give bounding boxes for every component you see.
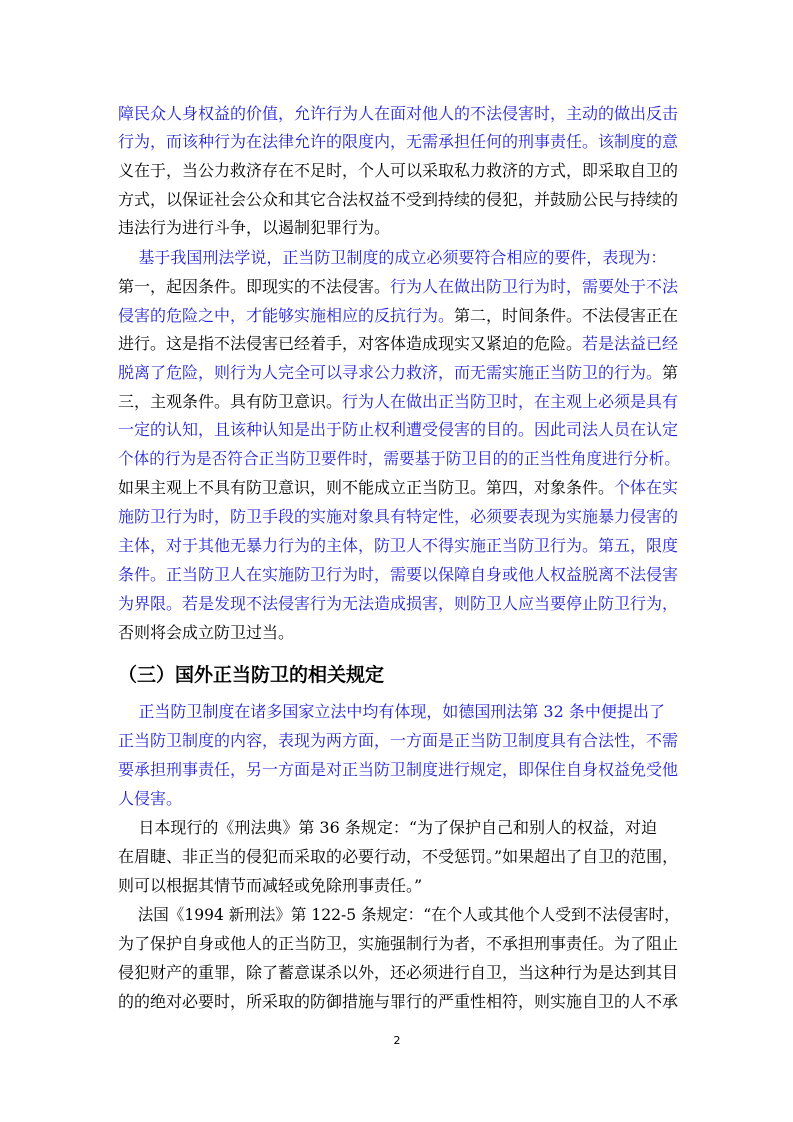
highlighted-text: 侵害的危险之中，才能够实施相应的反抗行为。 bbox=[118, 306, 455, 325]
text-line bbox=[118, 992, 678, 1012]
text-segment: 三，主观条件。具有防卫意识。 bbox=[118, 392, 343, 411]
text-line bbox=[118, 702, 665, 722]
text-line bbox=[118, 507, 678, 527]
text-line bbox=[118, 334, 678, 354]
text-segment: 侵犯财产的重罪，除了蓄意谋杀以外，还必须进行自卫，当这种行为是达到其目 bbox=[118, 963, 679, 982]
highlighted-text: 正当防卫制度的内容，表现为两方面，一方面是正当防卫制度具有合法性，不需 bbox=[118, 731, 679, 750]
text-segment: 否则将会成立防卫过当。 bbox=[118, 623, 295, 642]
highlighted-text: 人侵害。 bbox=[118, 789, 183, 808]
section-heading: （三）国外正当防卫的相关规定 bbox=[118, 664, 385, 686]
text-segment: 为了保护自身或他人的正当防卫，实施强制行为者，不承担刑事责任。为了阻止 bbox=[118, 934, 679, 953]
highlighted-text: 若是法益已经 bbox=[582, 334, 679, 353]
text-segment: 在眉睫、非正当的侵犯而采取的必要行动，不受惩罚。”如果超出了自卫的范围， bbox=[118, 847, 679, 866]
highlighted-text: 脱离了危险，则行为人完全可以寻求公力救济，而无需实施正当防卫的行为。 bbox=[118, 363, 663, 382]
highlighted-text: 行为人在做出正当防卫时，在主观上必须是具有 bbox=[342, 392, 679, 411]
highlighted-text: 行为，而该种行为在法律允许的限度内，无需承担任何的刑事责任。该制度的意 bbox=[118, 132, 679, 151]
text-line bbox=[118, 818, 657, 838]
text-line bbox=[118, 760, 678, 780]
text-line bbox=[118, 218, 390, 238]
text-line bbox=[118, 190, 678, 210]
text-line bbox=[118, 934, 678, 954]
text-segment: 义在于，当公力救济存在不足时，个人可以采取私力救济的方式，即采取自卫的 bbox=[118, 161, 679, 180]
text-segment: 则可以根据其情节而减轻或免除刑事责任。” bbox=[118, 876, 423, 895]
text-line bbox=[118, 789, 182, 809]
text-line bbox=[118, 876, 422, 896]
highlighted-text: 障民众人身权益的价值，允许行为人在面对他人的不法侵害时，主动的做出反击 bbox=[118, 104, 679, 123]
text-line bbox=[118, 847, 678, 867]
text-segment: 第 bbox=[662, 363, 679, 382]
text-line bbox=[118, 306, 678, 326]
text-line bbox=[118, 161, 678, 181]
highlighted-text: 个体在实 bbox=[614, 478, 679, 497]
highlighted-text: 个体的行为是否符合正当防卫要件时，需要基于防卫目的的正当性角度进行分析。 bbox=[118, 449, 681, 468]
text-line bbox=[118, 963, 678, 983]
highlighted-text: 条件。正当防卫人在实施防卫行为时，需要以保障自身或他人权益脱离不法侵害 bbox=[118, 565, 679, 584]
highlighted-text: 基于我国刑法学说，正当防卫制度的成立必须要符合相应的要件，表现为： bbox=[118, 248, 667, 267]
text-line bbox=[118, 905, 680, 925]
text-line bbox=[118, 132, 678, 152]
text-segment: 方式，以保证社会公众和其它合法权益不受到持续的侵犯，并鼓励公民与持续的 bbox=[118, 190, 679, 209]
text-line bbox=[118, 731, 678, 751]
text-line bbox=[118, 420, 678, 440]
highlighted-text: 一定的认知，且该种认知是出于防止权利遭受侵害的目的。因此司法人员在认定 bbox=[118, 420, 679, 439]
text-line bbox=[118, 363, 678, 383]
text-segment: 日本现行的《刑法典》第 36 条规定：“为了保护自己和别人的权益，对迫 bbox=[118, 818, 658, 837]
text-line bbox=[118, 565, 678, 585]
text-line bbox=[118, 594, 678, 614]
page-number: 2 bbox=[393, 1034, 401, 1047]
text-segment: 进行。这是指不法侵害已经着手，对客体造成现实又紧迫的危险。 bbox=[118, 334, 583, 353]
highlighted-text: 行为人在做出防卫行为时，需要处于不法 bbox=[390, 277, 679, 296]
highlighted-text: 主体，对于其他无暴力行为的主体，防卫人不得实施正当防卫行为。第五，限度 bbox=[118, 536, 679, 555]
text-segment: 违法行为进行斗争，以遏制犯罪行为。 bbox=[118, 218, 391, 237]
text-line bbox=[118, 536, 678, 556]
highlighted-text: 正当防卫制度在诸多国家立法中均有体现，如德国刑法第 32 条中便提出了 bbox=[118, 702, 665, 721]
highlighted-text: 为界限。若是发现不法侵害行为无法造成损害，则防卫人应当要停止防卫行为， bbox=[118, 594, 679, 613]
text-segment: 第一，起因条件。即现实的不法侵害。 bbox=[118, 277, 391, 296]
text-line bbox=[118, 248, 666, 268]
text-line bbox=[118, 623, 294, 643]
text-line bbox=[118, 392, 678, 412]
text-line bbox=[118, 277, 678, 297]
text-line bbox=[118, 104, 678, 124]
text-segment: 法国《1994 新刑法》第 122-5 条规定：“在个人或其他个人受到不法侵害时， bbox=[118, 905, 680, 924]
highlighted-text: 施防卫行为时，防卫手段的实施对象具有特定性，必须要表现为实施暴力侵害的 bbox=[118, 507, 679, 526]
text-segment: 如果主观上不具有防卫意识，则不能成立正当防卫。第四，对象条件。 bbox=[118, 478, 615, 497]
text-segment: 第二，时间条件。不法侵害正在 bbox=[454, 306, 679, 325]
text-line bbox=[118, 449, 680, 469]
text-segment: 的的绝对必要时，所采取的防御措施与罪行的严重性相符，则实施自卫的人不承 bbox=[118, 992, 679, 1011]
text-line bbox=[118, 478, 678, 498]
highlighted-text: 要承担刑事责任，另一方面是对正当防卫制度进行规定，即保住自身权益免受他 bbox=[118, 760, 679, 779]
